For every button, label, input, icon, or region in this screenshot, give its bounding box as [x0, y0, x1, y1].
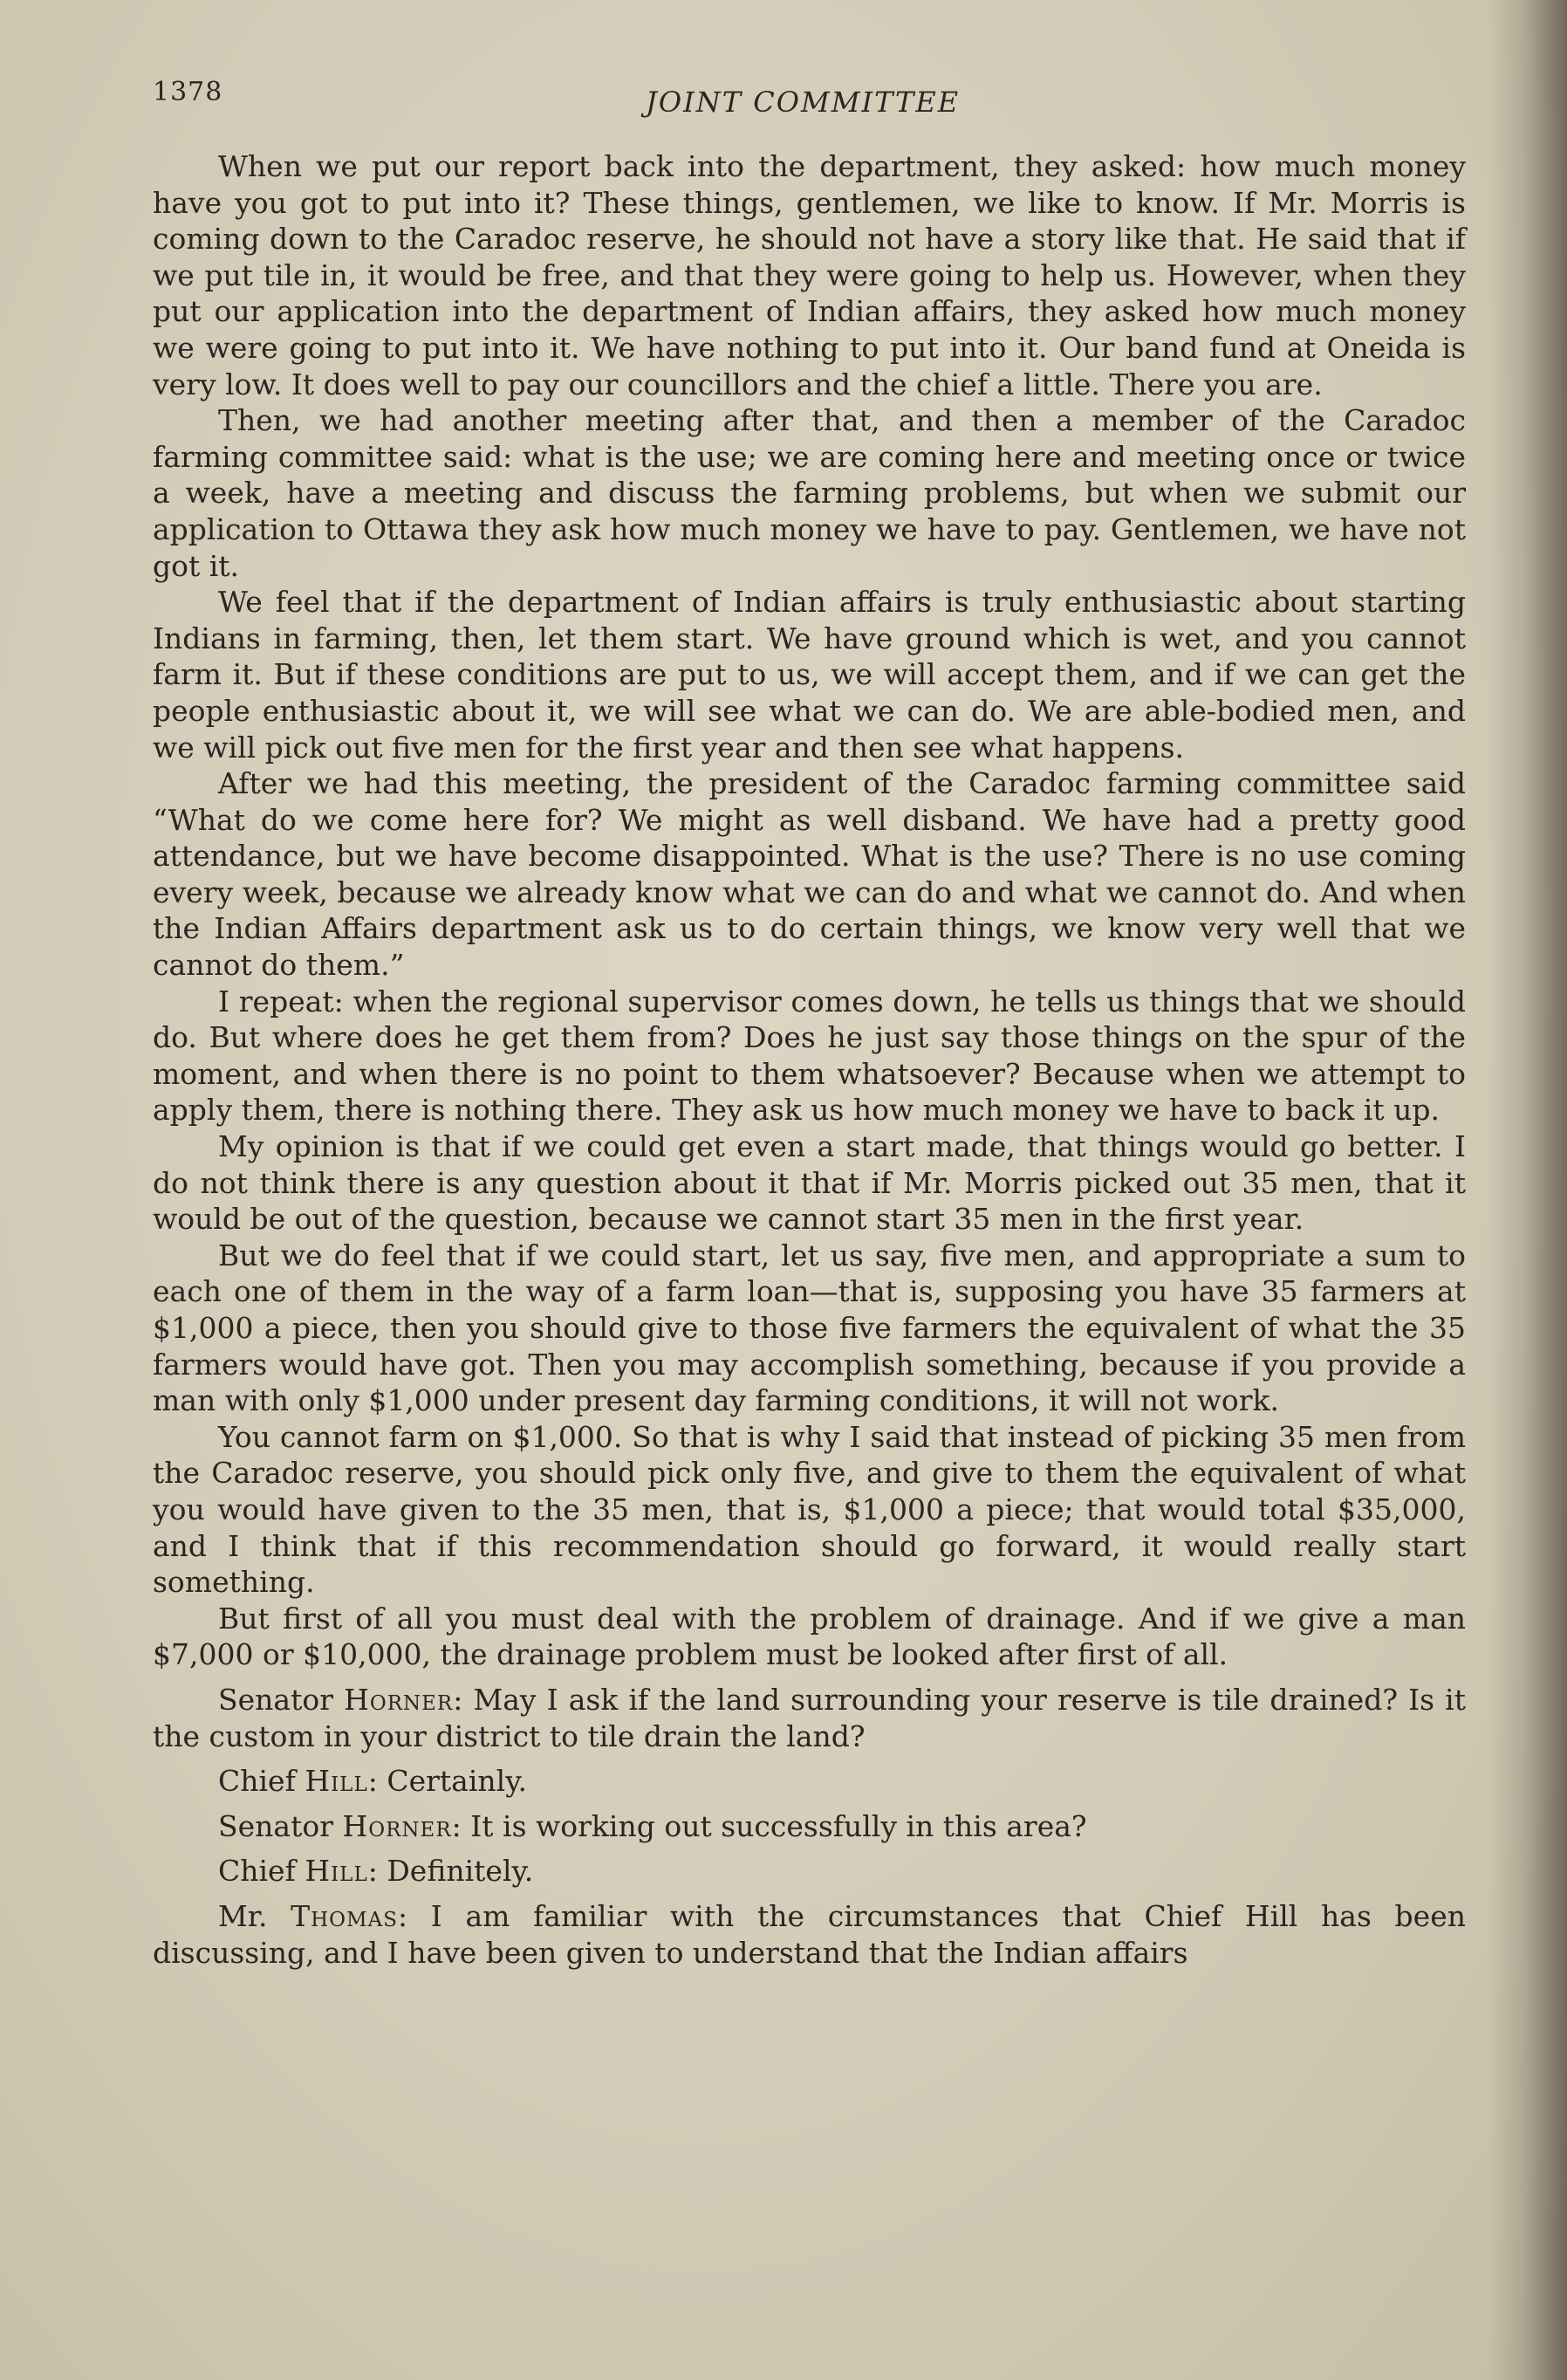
- dialogue-line: Chief Hill: Definitely.: [218, 1854, 534, 1889]
- paragraph: When we put our report back into the department, they asked: how much money have you got to put into it? These things, gentlemen, we like to know. If Mr. Morris is coming down to the Caradoc reserve, he should not have a story like that. He said that if we put tile in, it would be free, and that they were going to help us. However, when they put our application into the department of Indian affairs, they asked how much money we were going to put into it. We have nothing to put into it. Our band fund at Oneida is very low. It does well to pay our councillors and the chief a little. There you are.: [153, 149, 1466, 401]
- binding-shadow: [1488, 0, 1567, 2380]
- speaker-title: Senator: [218, 1682, 333, 1717]
- speaker-title: Chief: [218, 1764, 296, 1799]
- running-head: JOINT COMMITTEE: [646, 86, 961, 119]
- speech-text: Certainly.: [387, 1764, 527, 1799]
- body-text: [153, 148, 1466, 1971]
- paragraph: I repeat: when the regional supervisor comes down, he tells us things that we should do. But where does he get them from? Does he just say those things on the spur of the moment, and when there is no point to them whatsoever? Because when we attempt to apply them, there is nothing there. They ask us how much money we have to back it up.: [153, 984, 1466, 1128]
- speech-text: It is working out successfully in this area?: [470, 1808, 1087, 1843]
- paragraph: But first of all you must deal with the problem of drainage. And if we give a man $7,000 or $10,000, the drainage problem must be looked after first of all.: [153, 1601, 1466, 1672]
- paragraph: My opinion is that if we could get even a start made, that things would go better. I do not think there is any question about it that if Mr. Morris picked out 35 men, that it would be out of the question, because we cannot start 35 men in the first year.: [153, 1129, 1466, 1237]
- dialogue-line: Chief Hill: Certainly.: [218, 1764, 527, 1799]
- speaker-title: Senator: [218, 1808, 333, 1843]
- dialogue-line: Senator Horner: It is working out successfully in this area?: [218, 1808, 1087, 1843]
- speaker-name: Hill: [305, 1854, 368, 1889]
- dialogue-line: Senator Horner: May I ask if the land surrounding your reserve is tile drained? Is it the custom in your district to tile drain the land?: [153, 1682, 1466, 1753]
- dialogue-line: Mr. Thomas: I am familiar with the circumstances that Chief Hill has been discussing, and I have been given to understand that the Indian affairs: [153, 1898, 1466, 1970]
- speech-text: I am familiar with the circumstances that Chief Hill has been discussing, and I have been given to understand that the Indian affairs: [153, 1898, 1466, 1970]
- paragraph: We feel that if the department of Indian affairs is truly enthusiastic about starting Indians in farming, then, let them start. We have ground which is wet, and you cannot farm it. But if these conditions are put to us, we will accept them, and if we can get the people enthusiastic about it, we will see what we can do. We are able-bodied men, and we will pick out five men for the first year and then see what happens.: [153, 585, 1466, 765]
- speaker-name: Horner: [342, 1808, 452, 1843]
- speech-text: Definitely.: [387, 1854, 534, 1889]
- paragraph: Then, we had another meeting after that, and then a member of the Caradoc farming committee said: what is the use; we are coming here and meeting once or twice a week, have a meeting and discuss the farming problems, but when we submit our application to Ottawa they ask how much money we have to pay. Gentlemen, we have not got it.: [153, 403, 1466, 583]
- speaker-title: Chief: [218, 1854, 296, 1889]
- speech-text: May I ask if the land surrounding your reserve is tile drained? Is it the custom in your district to tile drain the land?: [153, 1682, 1466, 1753]
- speaker-name: Horner: [344, 1682, 454, 1717]
- speaker-name: Hill: [305, 1764, 368, 1799]
- paragraph: You cannot farm on $1,000. So that is why I said that instead of picking 35 men from the Caradoc reserve, you should pick only five, and give to them the equivalent of what you would have given to the 35 men, that is, $1,000 a piece; that would total $35,000, and I think that if this recommendation should go forward, it would really start something.: [153, 1419, 1466, 1600]
- speaker-name: Thomas: [291, 1898, 398, 1933]
- paragraph: But we do feel that if we could start, let us say, five men, and appropriate a sum to each one of them in the way of a farm loan—that is, supposing you have 35 farmers at $1,000 a piece, then you should give to those five farmers the equivalent of what the 35 farmers would have got. Then you may accomplish something, because if you provide a man with only $1,000 under present day farming conditions, it will not work.: [153, 1238, 1466, 1418]
- speaker-title: Mr.: [218, 1898, 268, 1933]
- paragraph: After we had this meeting, the president of the Caradoc farming committee said “What do we come here for? We might as well disband. We have had a pretty good attendance, but we have become disappointed. What is the use? There is no use coming every week, because we already know what we can do and what we cannot do. And when the Indian Affairs department ask us to do certain things, we know very well that we cannot do them.”: [153, 766, 1466, 983]
- page-number: 1378: [153, 77, 223, 107]
